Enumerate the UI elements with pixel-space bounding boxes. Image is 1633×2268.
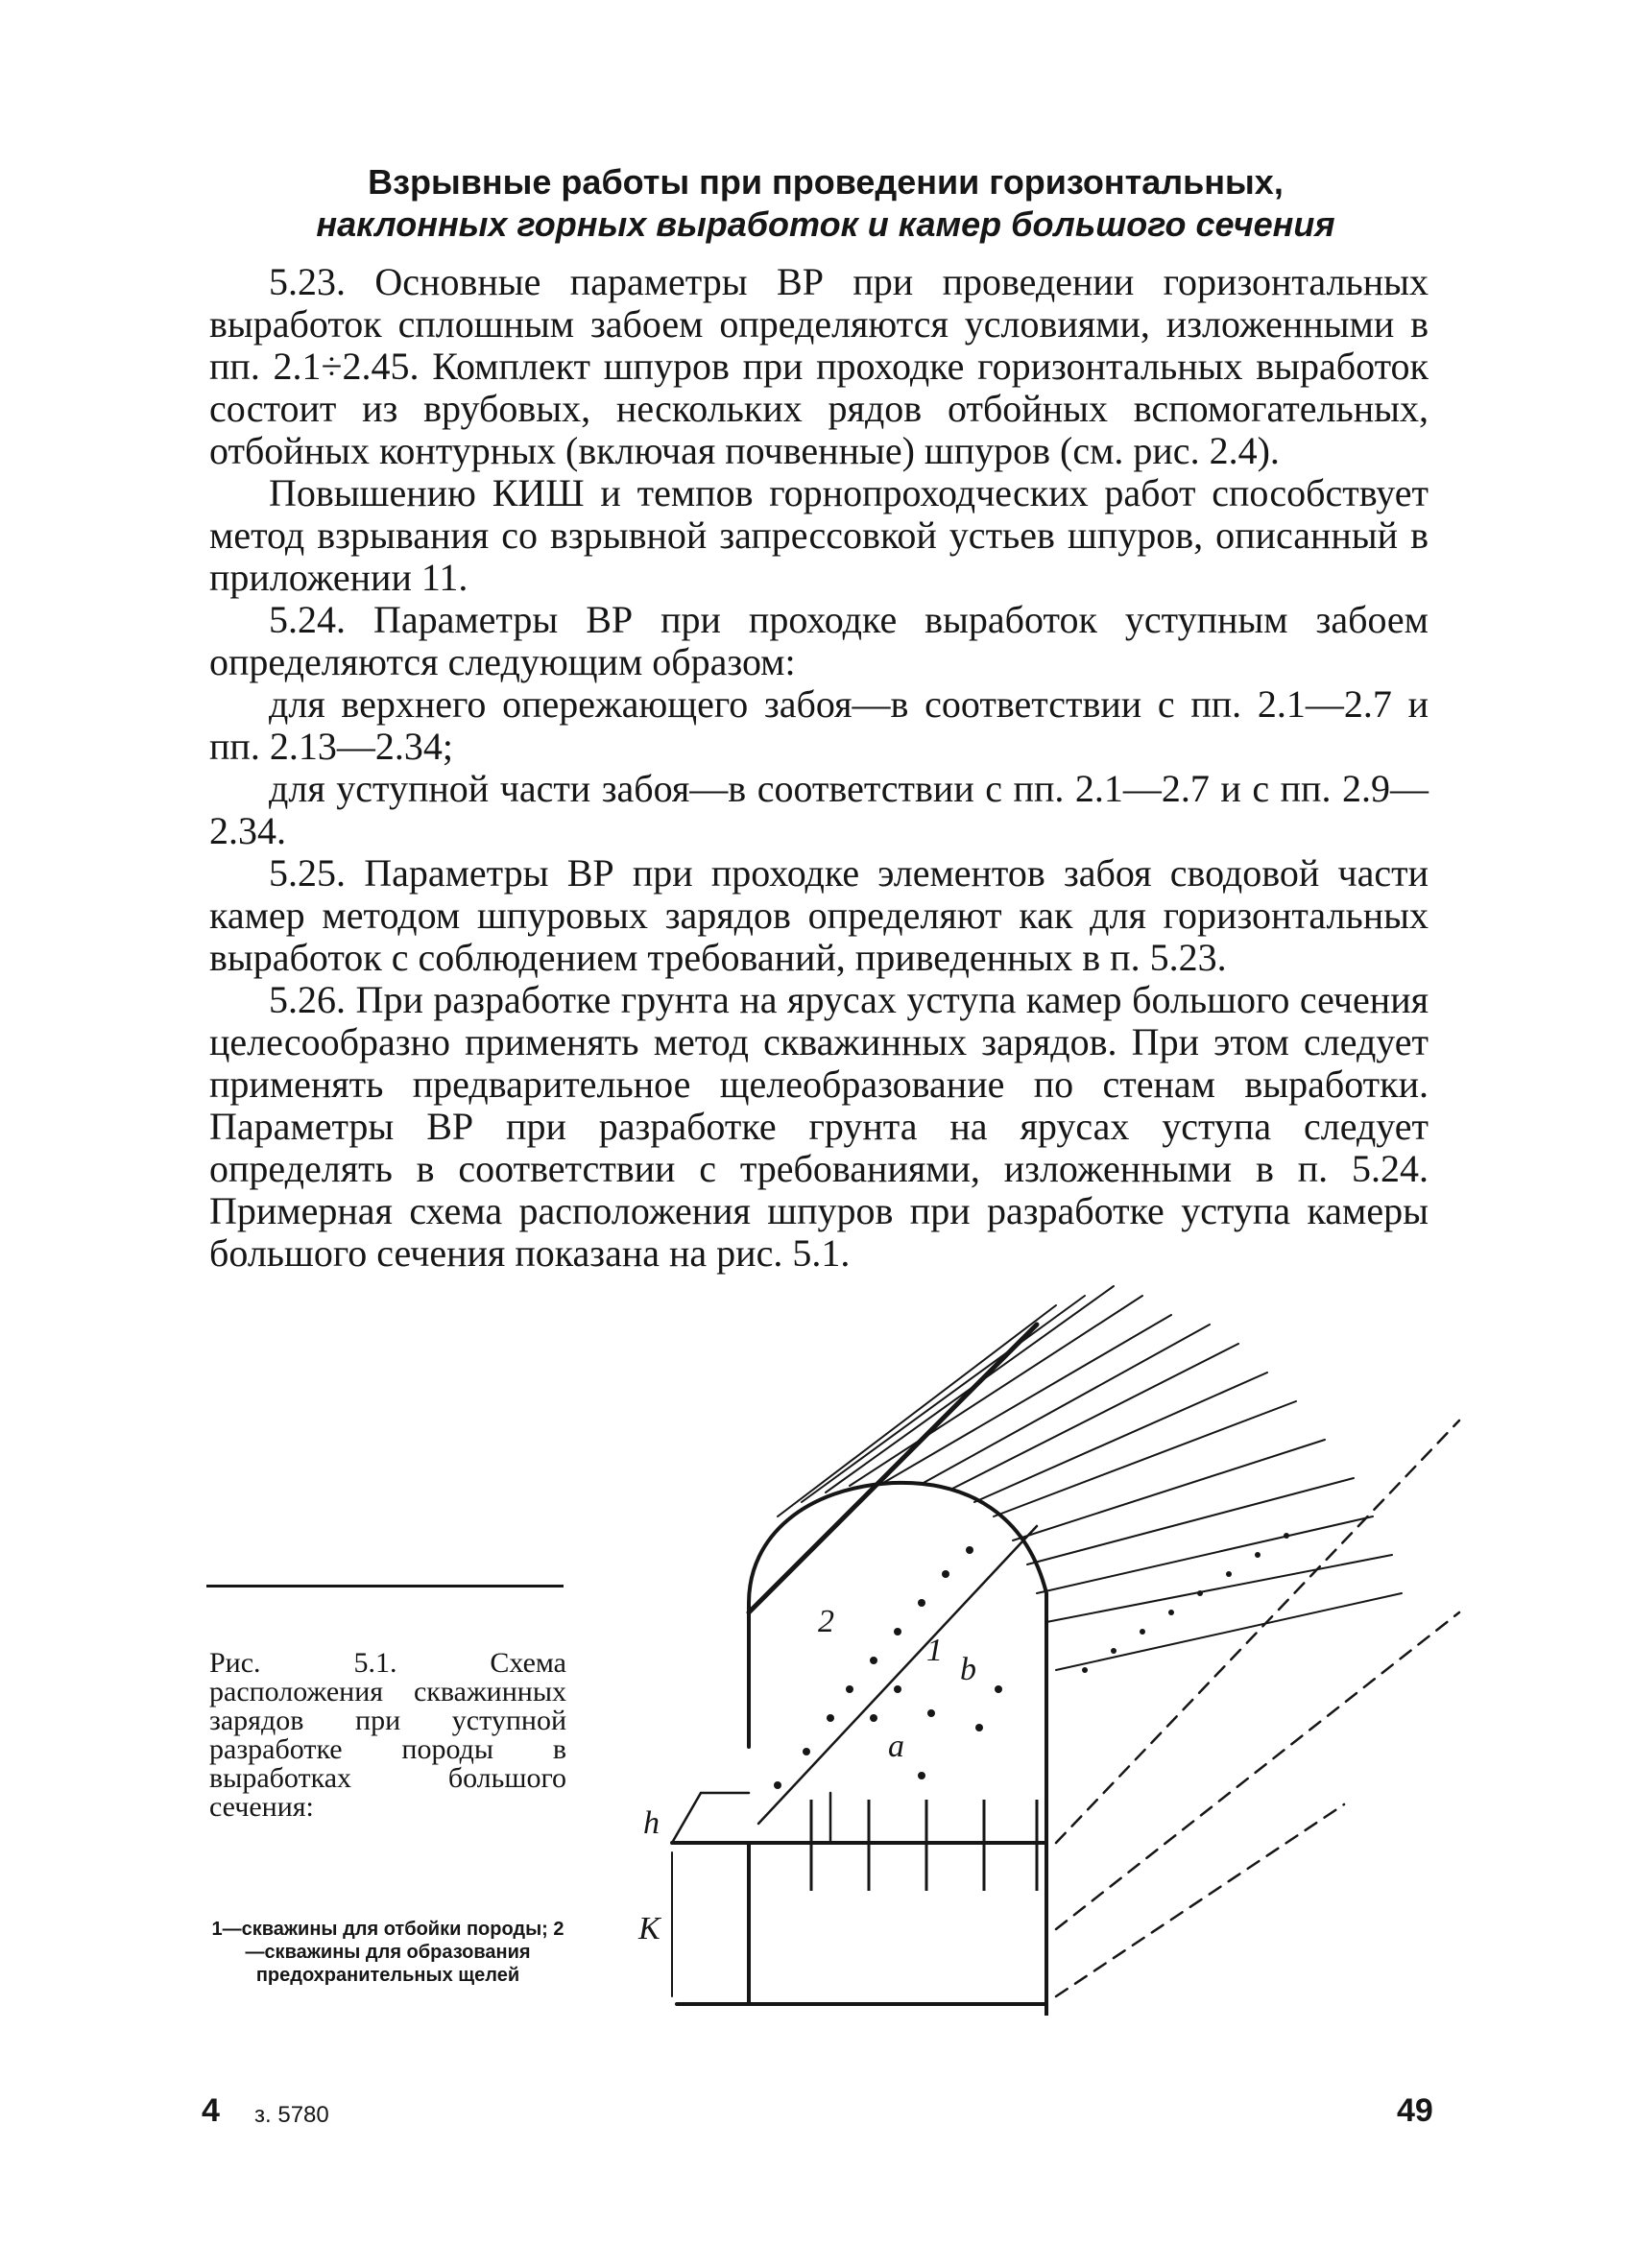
vertical-boreholes	[811, 1800, 1037, 1891]
figure-caption: Рис. 5.1. Схема расположения скважинных зарядов при уступной разработке породы в выработках большого сечения:	[209, 1647, 566, 1823]
paragraph-5-24-b: для уступной части забоя—в соответствии с пп. 2.1—2.7 и с пп. 2.9—2.34.	[209, 767, 1429, 852]
page-number: 49	[1397, 2092, 1433, 2129]
caption-divider	[206, 1585, 564, 1588]
paragraph-5-24-a: для верхнего опережающего забоя—в соответствии с пп. 2.1—2.7 и пп. 2.13—2.34;	[209, 682, 1429, 768]
figure-5-1-chamber-diagram	[634, 1267, 1469, 2016]
paragraph-5-23: 5.23. Основные параметры ВР при проведении горизонтальных выработок сплошным забоем определяются условиями, изложенными в пп. 2.1÷2.45. Комплект шпуров при проходке горизонтальных выработок состоит из врубовых, нескольких рядов отбойных вспомогательных, отбойных контурных (включая почвенные) шпуров (см. рис. 2.4).	[209, 260, 1429, 472]
blasthole-dots	[774, 1533, 1289, 1789]
label-2: 2	[818, 1604, 834, 1639]
section-heading	[202, 161, 1450, 246]
paragraph-5-26: 5.26. При разработке грунта на ярусах уступа камер большого сечения целесообразно применять метод скважинных зарядов. При этом следует применять предварительное щелеобразование по стенам выработки. Параметры ВР при разработке грунта на ярусах уступа следует определять в соответствии с требованиями, изложенными в п. 5.24. Примерная схема расположения шпуров при разработке уступа камеры большого сечения показана на рис. 5.1.	[209, 979, 1429, 1275]
paragraph-kish: Повышению КИШ и темпов горнопроходческих работ способствует метод взрывания со взрывной запрессовкой устьев шпуров, описанный в приложении 11.	[209, 471, 1429, 599]
figure-legend: 1—скважины для отбойки породы; 2—скважины для образования предохранительных щелей	[211, 1919, 564, 1986]
label-a: a	[888, 1729, 904, 1764]
label-k: K	[638, 1911, 660, 1946]
paragraph-5-24: 5.24. Параметры ВР при проходке выработок уступным забоем определяются следующим образом:	[209, 598, 1429, 683]
section-heading-line-2: наклонных горных выработок и камер большого сечения	[316, 204, 1335, 244]
chamber-hatching	[778, 1286, 1402, 1670]
section-heading-line-1: Взрывные работы при проведении горизонтальных,	[368, 162, 1284, 202]
label-1: 1	[926, 1633, 943, 1668]
footer-order-number: з. 5780	[254, 2102, 329, 2128]
footer-sheet-number: 4	[202, 2092, 220, 2129]
label-b: b	[960, 1652, 976, 1687]
label-h: h	[643, 1805, 660, 1841]
paragraph-5-25: 5.25. Параметры ВР при проходке элементов забоя сводовой части камер методом шпуровых зарядов определяют как для горизонтальных выработок с соблюдением требований, приведенных в п. 5.23.	[209, 851, 1429, 979]
